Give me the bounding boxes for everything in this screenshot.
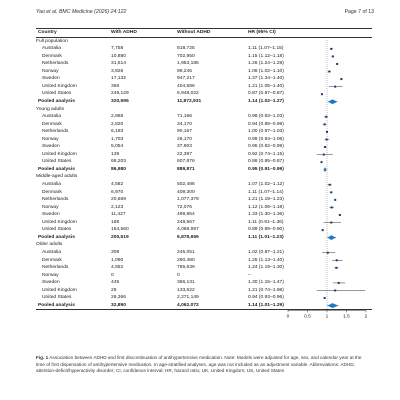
with-adhd-cell: 6,970	[111, 189, 124, 195]
without-adhd-cell: 818,725	[177, 46, 195, 52]
with-adhd-cell: 2,868	[111, 114, 124, 120]
pooled-without-adhd: 4,062,072	[177, 302, 199, 308]
point-estimate	[340, 78, 342, 80]
page-header	[36, 9, 374, 19]
point-estimate	[327, 252, 329, 254]
point-estimate	[335, 267, 337, 269]
hr-cell: 1.15 (1.12–1.18)	[248, 53, 284, 59]
country-cell: Denmark	[42, 53, 62, 59]
point-estimate	[336, 259, 338, 261]
hr-cell: 1.00 (0.97–1.03)	[248, 129, 284, 135]
hr-cell: 1.21 (1.05–1.40)	[248, 83, 284, 89]
pooled-diamond	[327, 303, 338, 308]
without-adhd-cell: 0	[177, 272, 180, 278]
without-adhd-cell: 248,567	[177, 219, 195, 225]
without-adhd-cell: 6,948,022	[177, 91, 199, 97]
with-adhd-cell: 2,123	[111, 204, 124, 210]
with-adhd-cell: 445	[111, 280, 120, 286]
with-adhd-cell: 68,203	[111, 159, 126, 165]
hr-cell: 1.21 (0.74–1.98)	[248, 287, 284, 293]
pooled-without-adhd: 889,871	[177, 166, 195, 172]
without-adhd-cell: 260,480	[177, 257, 195, 263]
hr-cell: 0.94 (0.93–0.96)	[248, 295, 284, 301]
country-cell: Australia	[42, 249, 62, 255]
with-adhd-cell: 356	[111, 83, 120, 89]
pooled-diamond	[328, 99, 338, 104]
caption-label: Fig. 1	[36, 355, 49, 360]
point-estimate	[322, 229, 324, 231]
point-estimate	[325, 116, 327, 118]
subgroup-title: Middle-aged adults	[36, 174, 78, 180]
without-adhd-cell: 785,639	[177, 265, 195, 271]
country-cell: United Kingdom	[42, 219, 77, 225]
hr-cell: 0.86 (0.85–0.87)	[248, 159, 284, 165]
column-header-country: Country	[38, 30, 57, 35]
hr-cell: 0.94 (0.89–0.98)	[248, 121, 284, 127]
point-estimate	[323, 154, 325, 156]
pooled-hr: 1.14 (1.02–1.27)	[248, 98, 284, 104]
hr-cell: 1.37 (1.34–1.40)	[248, 76, 284, 82]
without-adhd-cell: 404,586	[177, 83, 195, 89]
point-estimate	[336, 63, 338, 65]
hr-cell: 1.02 (0.87–1.21)	[248, 249, 284, 255]
hr-cell: 1.11 (1.07–1.15)	[248, 46, 284, 52]
country-cell: United States	[42, 295, 72, 301]
with-adhd-cell: 4,582	[111, 182, 124, 187]
with-adhd-cell: 29	[111, 287, 117, 293]
point-estimate	[331, 206, 333, 208]
country-cell: United Kingdom	[42, 287, 77, 293]
point-estimate	[326, 131, 328, 133]
hr-cell: –	[248, 272, 251, 278]
without-adhd-cell: 1,953,185	[177, 61, 199, 67]
x-tick-label: 0.5	[304, 314, 311, 320]
pooled-label: Pooled analysis	[38, 98, 75, 104]
with-adhd-cell: 2,820	[111, 121, 124, 127]
subgroup-title: Older adults	[36, 242, 63, 248]
without-adhd-cell: 22,397	[177, 151, 192, 157]
without-adhd-cell: 71,166	[177, 114, 192, 120]
pooled-label: Pooled analysis	[38, 234, 75, 240]
with-adhd-cell: 20,669	[111, 197, 126, 203]
hr-cell: 0.98 (0.93–1.03)	[248, 114, 284, 120]
with-adhd-cell: 249,129	[111, 91, 129, 97]
pooled-with-adhd: 86,980	[111, 166, 126, 172]
with-adhd-cell: 6,193	[111, 129, 124, 135]
hr-cell: 1.33 (1.30–1.36)	[248, 212, 284, 218]
without-adhd-cell: 98,246	[177, 68, 192, 74]
pooled-without-adhd: 11,872,931	[177, 98, 202, 104]
hr-cell: 0.92 (0.74–1.15)	[248, 151, 284, 157]
point-estimate	[324, 123, 326, 125]
with-adhd-cell: 0	[111, 272, 114, 278]
country-cell: United Kingdom	[42, 83, 77, 89]
x-tick-label: 0	[286, 314, 290, 320]
point-estimate	[321, 161, 323, 163]
point-estimate	[334, 199, 336, 201]
x-tick-label: 2	[364, 314, 368, 320]
pooled-label: Pooled analysis	[38, 302, 75, 308]
with-adhd-cell: 5,054	[111, 144, 124, 150]
country-cell: Sweden	[42, 280, 60, 286]
country-cell: Norway	[42, 204, 59, 210]
with-adhd-cell: 31,514	[111, 61, 126, 67]
without-adhd-cell: 1,077,379	[177, 197, 199, 203]
country-cell: Norway	[42, 272, 59, 278]
point-estimate	[326, 138, 328, 140]
without-adhd-cell: 702,950	[177, 53, 195, 59]
country-cell: Australia	[42, 114, 62, 120]
without-adhd-cell: 502,486	[177, 182, 195, 187]
point-estimate	[338, 282, 340, 284]
country-cell: United States	[42, 227, 72, 233]
without-adhd-cell: 133,622	[177, 287, 195, 293]
country-cell: Sweden	[42, 212, 60, 218]
with-adhd-cell: 154,560	[111, 227, 129, 233]
country-cell: Netherlands	[42, 197, 69, 203]
point-estimate	[330, 222, 332, 224]
caption-text: Association between ADHD and first discontinuation of antihypertensive medication. Note: Models were adjusted for age, sex, and calendar year at the time of first dispensation of antihypertensive medication. In age-stratified analyses, age was not included as an adjustment variable. Abbreviations: ADHD, attention-deficit/hyperactivity disorder; CI, confidence interval; HR, hazard ratio; UK, United Kingdom; US, United States	[36, 355, 362, 374]
hr-cell: 1.30 (1.15–1.47)	[248, 280, 284, 286]
without-adhd-cell: 409,300	[177, 189, 195, 195]
country-cell: Netherlands	[42, 265, 69, 271]
pooled-diamond	[327, 235, 336, 240]
with-adhd-cell: 17,132	[111, 76, 126, 82]
point-estimate	[334, 289, 336, 291]
with-adhd-cell: 1,090	[111, 257, 124, 263]
pooled-hr: 1.14 (1.01–1.29)	[248, 302, 284, 308]
figure-caption	[36, 355, 371, 375]
with-adhd-cell: 26,366	[111, 295, 126, 301]
point-estimate	[321, 93, 323, 95]
column-header-hr: HR (95% CI)	[248, 30, 276, 35]
point-estimate	[339, 214, 341, 216]
point-estimate	[328, 71, 330, 73]
with-adhd-cell: 188	[111, 219, 120, 225]
pooled-diamond	[323, 167, 326, 172]
hr-cell: 0.99 (0.94–1.06)	[248, 136, 284, 142]
country-cell: Norway	[42, 136, 59, 142]
point-estimate	[334, 86, 336, 88]
pooled-with-adhd: 200,519	[111, 234, 129, 240]
country-cell: Netherlands	[42, 61, 69, 67]
point-estimate	[324, 146, 326, 148]
page-number: Page 7 of 13	[344, 9, 374, 15]
forest-plot	[282, 28, 372, 324]
running-head: Yao et al. BMC Medicine (2026) 24:122	[36, 9, 127, 15]
x-tick-label: 1.5	[343, 314, 350, 320]
hr-cell: 1.26 (1.24–1.28)	[248, 61, 284, 67]
without-adhd-cell: 26,170	[177, 136, 192, 142]
pooled-label: Pooled analysis	[38, 166, 75, 172]
hr-cell: 0.89 (0.89–0.90)	[248, 227, 284, 233]
point-estimate	[332, 55, 334, 57]
pooled-with-adhd: 32,890	[111, 302, 126, 308]
hr-cell: 1.24 (1.19–1.30)	[248, 265, 284, 271]
without-adhd-cell: 947,217	[177, 76, 195, 82]
with-adhd-cell: 4,652	[111, 265, 124, 271]
country-cell: Denmark	[42, 121, 62, 127]
pooled-with-adhd: 320,595	[111, 98, 129, 104]
subgroup-title: Young adults	[36, 106, 65, 112]
x-tick-label: 1	[325, 314, 329, 320]
country-cell: Australia	[42, 182, 62, 187]
without-adhd-cell: 245,051	[177, 249, 195, 255]
with-adhd-cell: 139	[111, 151, 120, 157]
country-cell: Norway	[42, 68, 59, 74]
country-cell: United Kingdom	[42, 151, 77, 157]
without-adhd-cell: 72,076	[177, 204, 192, 210]
column-header-without-adhd: Without ADHD	[177, 30, 211, 35]
country-cell: United States	[42, 91, 72, 97]
hr-cell: 1.21 (1.19–1.23)	[248, 197, 284, 203]
without-adhd-cell: 607,876	[177, 159, 195, 165]
point-estimate	[330, 191, 332, 193]
with-adhd-cell: 3,826	[111, 68, 124, 74]
with-adhd-cell: 10,880	[111, 53, 126, 59]
country-cell: Denmark	[42, 189, 62, 195]
hr-cell: 1.11 (1.07–1.14)	[248, 189, 284, 195]
hr-cell: 0.87 (0.87–0.87)	[248, 91, 284, 97]
without-adhd-cell: 34,170	[177, 121, 192, 127]
point-estimate	[330, 48, 332, 50]
hr-cell: 1.12 (1.06–1.18)	[248, 204, 284, 210]
hr-cell: 1.06 (1.02–1.10)	[248, 68, 284, 74]
country-cell: Sweden	[42, 76, 60, 82]
with-adhd-cell: 7,758	[111, 46, 124, 52]
without-adhd-cell: 90,167	[177, 129, 192, 135]
country-cell: Sweden	[42, 144, 60, 150]
column-header-with-adhd: With ADHD	[111, 30, 137, 35]
country-cell: Netherlands	[42, 129, 69, 135]
country-cell: Denmark	[42, 257, 62, 263]
pooled-hr: 0.95 (0.91–0.99)	[248, 166, 284, 172]
without-adhd-cell: 499,854	[177, 212, 195, 218]
point-estimate	[329, 184, 331, 186]
subgroup-title: Full population	[36, 38, 68, 44]
hr-cell: 0.95 (0.92–0.99)	[248, 144, 284, 150]
pooled-hr: 1.11 (1.01–1.23)	[248, 234, 284, 240]
without-adhd-cell: 4,068,997	[177, 227, 199, 233]
hr-cell: 1.25 (1.13–1.40)	[248, 257, 284, 263]
with-adhd-cell: 11,427	[111, 212, 126, 218]
pooled-without-adhd: 6,878,659	[177, 234, 199, 240]
with-adhd-cell: 308	[111, 249, 120, 255]
country-cell: Australia	[42, 46, 62, 52]
without-adhd-cell: 386,131	[177, 280, 195, 286]
without-adhd-cell: 2,271,149	[177, 295, 199, 301]
with-adhd-cell: 1,703	[111, 136, 124, 142]
point-estimate	[324, 297, 326, 299]
hr-cell: 1.11 (0.91–1.36)	[248, 219, 284, 225]
country-cell: United States	[42, 159, 72, 165]
without-adhd-cell: 37,903	[177, 144, 192, 150]
hr-cell: 1.07 (1.02–1.12)	[248, 182, 284, 187]
